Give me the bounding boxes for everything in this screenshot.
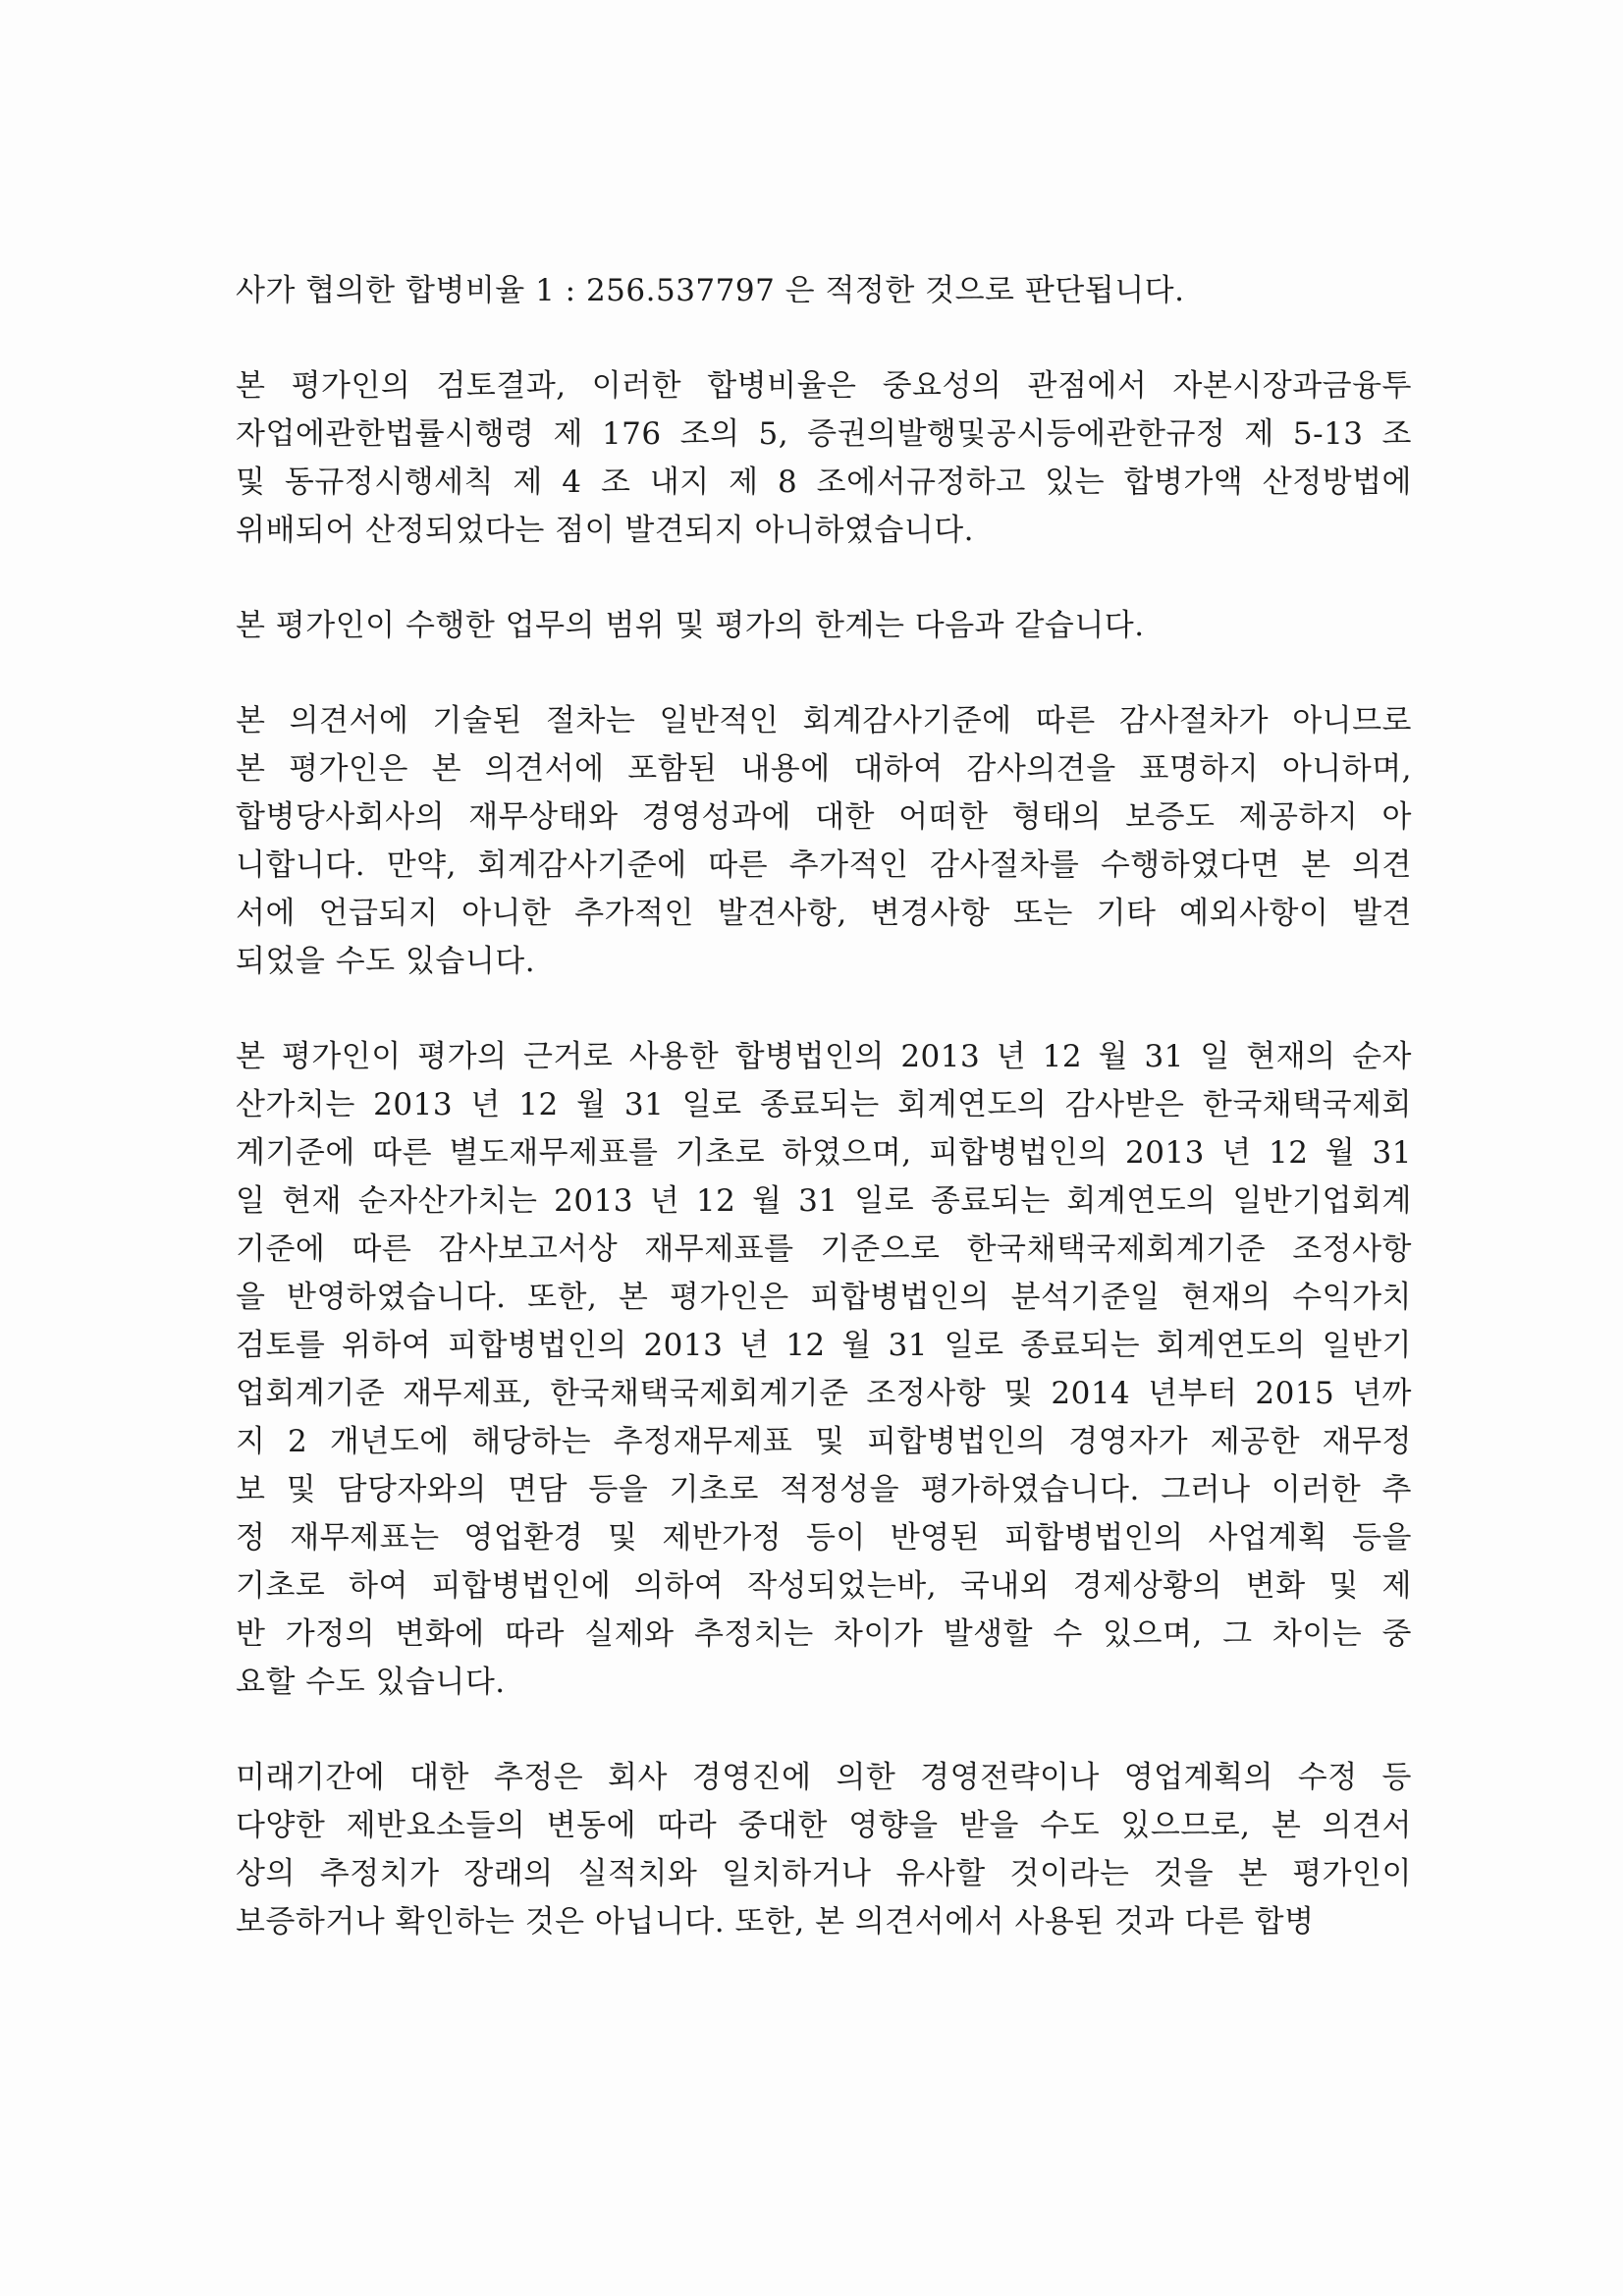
text-line: 보 및 담당자와의 면담 등을 기초로 적정성을 평가하였습니다. 그러나 이러한 추 [236, 1472, 1412, 1507]
paragraph-gap [236, 986, 1412, 1033]
paragraph-gap [236, 1707, 1412, 1754]
text-line: 요할 수도 있습니다. [236, 1665, 506, 1700]
document-body [236, 267, 1412, 1946]
paragraph-1 [236, 267, 1412, 315]
paragraph-5 [236, 1033, 1412, 1707]
paragraph-2 [236, 362, 1412, 555]
paragraph-3 [236, 602, 1412, 650]
text-line: 계기준에 따른 별도재무제표를 기초로 하였으며, 피합병법인의 2013 년 12 월 31 [236, 1135, 1412, 1171]
text-line: 다양한 제반요소들의 변동에 따라 중대한 영향을 받을 수도 있으므로, 본 의견서 [236, 1808, 1412, 1843]
text-line: 지 2 개년도에 해당하는 추정재무제표 및 피합병법인의 경영자가 제공한 재무정 [236, 1424, 1412, 1459]
text-line: 산가치는 2013 년 12 월 31 일로 종료되는 회계연도의 감사받은 한국채택국제회 [236, 1087, 1412, 1122]
text-line: 검토를 위하여 피합병법인의 2013 년 12 월 31 일로 종료되는 회계연도의 일반기 [236, 1328, 1412, 1363]
text-line: 사가 협의한 합병비율 1 : 256.537797 은 적정한 것으로 판단됩니다. [236, 273, 1185, 308]
text-line: 본 평가인이 평가의 근거로 사용한 합병법인의 2013 년 12 월 31 일 현재의 순자 [236, 1039, 1412, 1074]
text-line: 본 평가인은 본 의견서에 포함된 내용에 대하여 감사의견을 표명하지 아니하며, [236, 751, 1412, 787]
text-line: 자업에관한법률시행령 제 176 조의 5, 증권의발행및공시등에관한규정 제 5-13 조 [236, 416, 1412, 452]
text-line: 을 반영하였습니다. 또한, 본 평가인은 피합병법인의 분석기준일 현재의 수익가치 [236, 1280, 1412, 1315]
text-line: 보증하거나 확인하는 것은 아닙니다. 또한, 본 의견서에서 사용된 것과 다른 합병 [236, 1904, 1315, 1940]
paragraph-4 [236, 697, 1412, 986]
text-line: 일 현재 순자산가치는 2013 년 12 월 31 일로 종료되는 회계연도의 일반기업회계 [236, 1183, 1412, 1219]
paragraph-6 [236, 1754, 1412, 1946]
text-line: 및 동규정시행세칙 제 4 조 내지 제 8 조에서규정하고 있는 합병가액 산정방법에 [236, 465, 1412, 500]
text-line: 기준에 따른 감사보고서상 재무제표를 기준으로 한국채택국제회계기준 조정사항 [236, 1231, 1412, 1267]
text-line: 본 의견서에 기술된 절차는 일반적인 회계감사기준에 따른 감사절차가 아니므로 [236, 703, 1412, 738]
text-line: 니합니다. 만약, 회계감사기준에 따른 추가적인 감사절차를 수행하였다면 본 의견 [236, 847, 1412, 883]
paragraph-gap [236, 315, 1412, 362]
paragraph-gap [236, 555, 1412, 602]
text-line: 본 평가인의 검토결과, 이러한 합병비율은 중요성의 관점에서 자본시장과금융투 [236, 368, 1412, 404]
text-line: 기초로 하여 피합병법인에 의하여 작성되었는바, 국내외 경제상황의 변화 및 제 [236, 1568, 1412, 1604]
text-line: 정 재무제표는 영업환경 및 제반가정 등이 반영된 피합병법인의 사업계획 등을 [236, 1520, 1412, 1556]
text-line: 상의 추정치가 장래의 실적치와 일치하거나 유사할 것이라는 것을 본 평가인이 [236, 1856, 1412, 1891]
text-line: 합병당사회사의 재무상태와 경영성과에 대한 어떠한 형태의 보증도 제공하지 아 [236, 799, 1412, 835]
text-line: 서에 언급되지 아니한 추가적인 발견사항, 변경사항 또는 기타 예외사항이 발견 [236, 896, 1412, 931]
text-line: 본 평가인이 수행한 업무의 범위 및 평가의 한계는 다음과 같습니다. [236, 608, 1145, 643]
text-line: 업회계기준 재무제표, 한국채택국제회계기준 조정사항 및 2014 년부터 2015 년까 [236, 1376, 1412, 1411]
text-line: 반 가정의 변화에 따라 실제와 추정치는 차이가 발생할 수 있으며, 그 차이는 중 [236, 1616, 1412, 1652]
text-line: 위배되어 산정되었다는 점이 발견되지 아니하였습니다. [236, 513, 975, 548]
text-line: 되었을 수도 있습니다. [236, 944, 536, 979]
text-line: 미래기간에 대한 추정은 회사 경영진에 의한 경영전략이나 영업계획의 수정 등 [236, 1760, 1412, 1795]
paragraph-gap [236, 650, 1412, 697]
